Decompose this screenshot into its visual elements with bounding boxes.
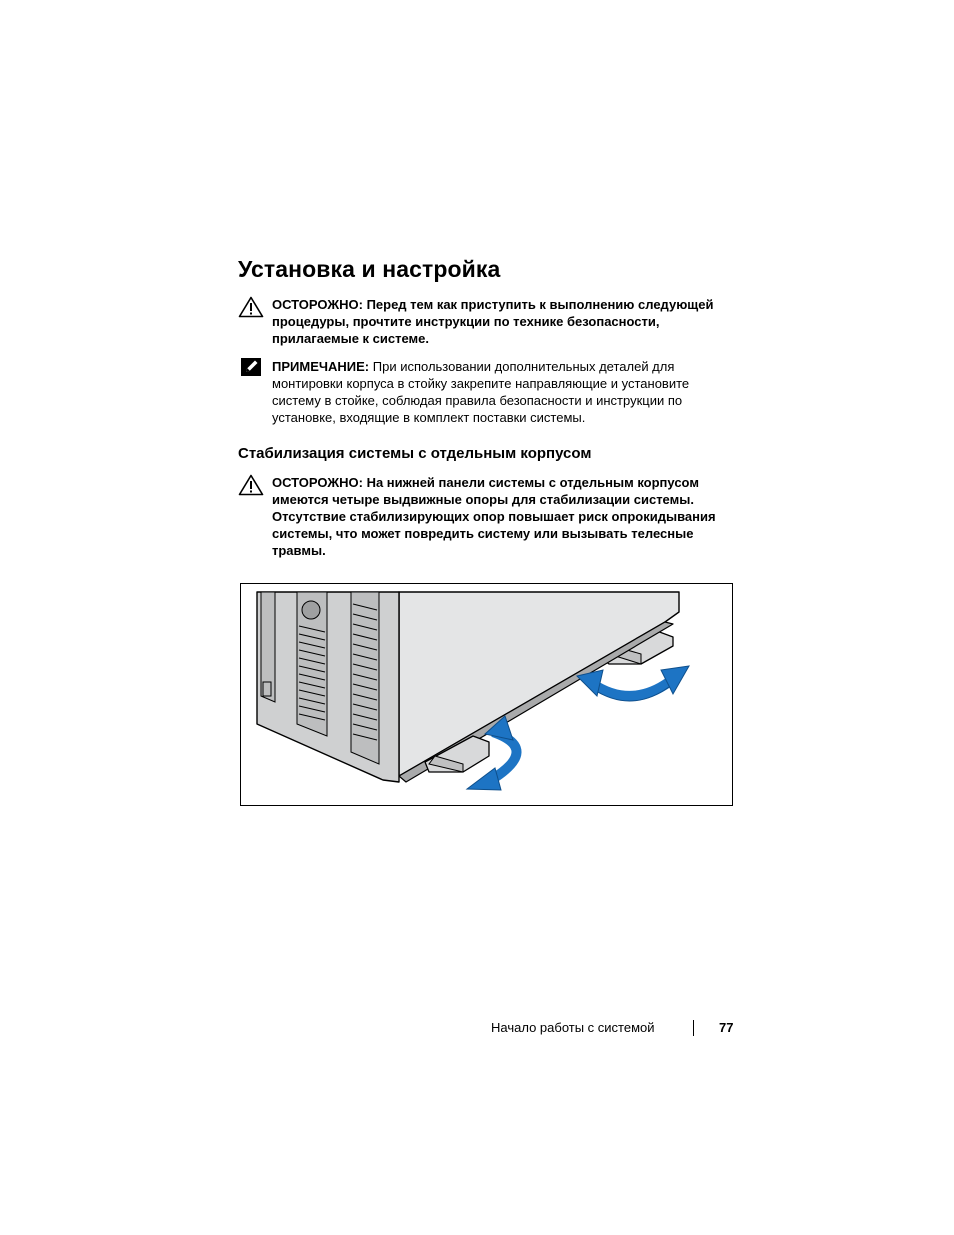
note-text-1 [272,358,738,426]
footer-chapter-title: Начало работы с системой [491,1020,655,1035]
caution-text-2 [272,474,738,559]
caution-label-2: ОСТОРОЖНО: [272,475,363,490]
page-number: 77 [719,1020,734,1035]
note-pencil-icon [241,358,261,381]
caution-triangle-icon [238,296,264,323]
caution-text-1 [272,296,738,347]
caution-notice-1 [238,296,738,351]
caution-triangle-icon [238,474,264,501]
caution-body-1: Перед тем как приступить к выполнению следующей процедуры, прочтите инструкции по технике безопасности, прилагаемые к системе. [272,297,714,346]
tower-illustration [241,584,733,806]
caution-label-1: ОСТОРОЖНО: [272,297,363,312]
caution-body-2: На нижней панели системы с отдельным корпусом имеются четыре выдвижные опоры для стабилизации системы. Отсутствие стабилизирующих опор повышает риск опрокидывания системы, что может повредить систему или вызывать телесные травмы. [272,475,716,558]
note-label-1: ПРИМЕЧАНИЕ: [272,359,370,374]
section-heading: Стабилизация системы с отдельным корпусом [238,445,592,462]
note-body-1: При использовании дополнительных деталей для монтировки корпуса в стойку закрепите направляющие и установите систему в стойке, соблюдая правила безопасности и инструкции по установке, входящие в комплект поставки системы. [272,359,690,425]
stabilizer-feet-figure [240,583,733,806]
front-bezel [257,592,399,782]
caution-notice-2 [238,474,738,564]
chassis-side-panel [399,592,679,776]
page-title: Установка и настройка [238,256,501,282]
note-notice-1 [238,358,738,430]
footer-separator [693,1020,694,1036]
